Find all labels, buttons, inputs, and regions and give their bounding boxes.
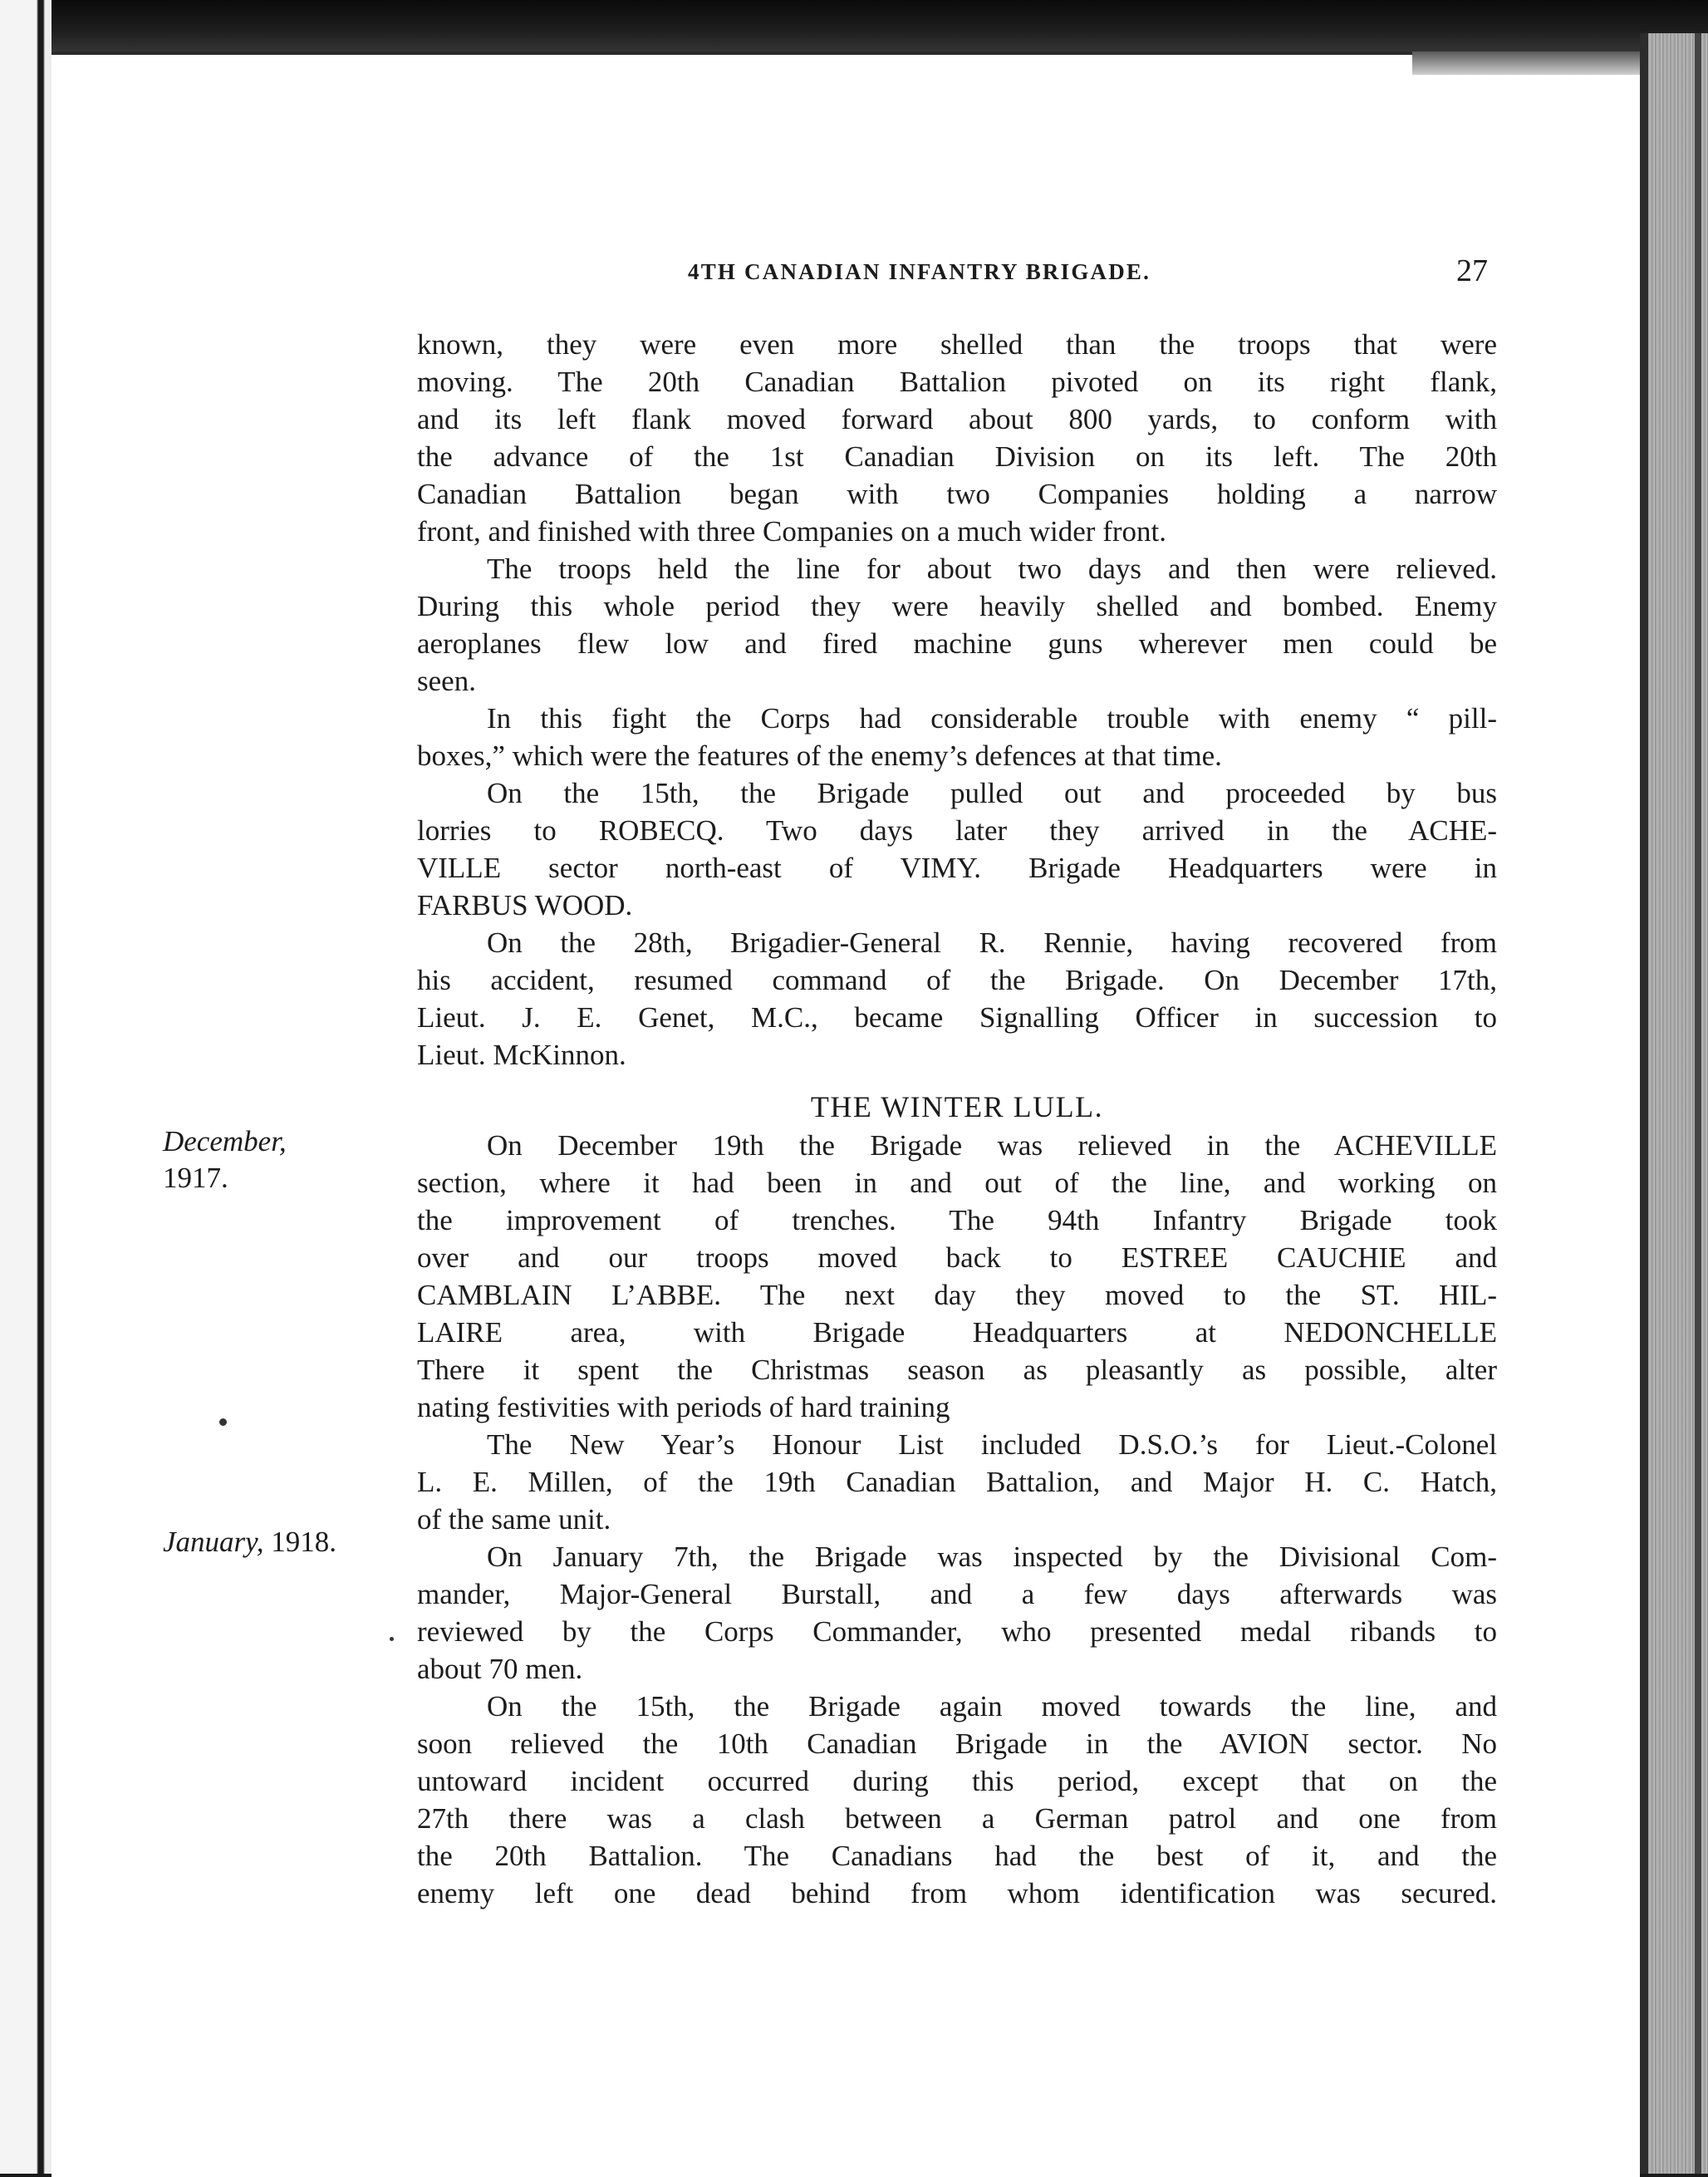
margin-note-month: January,	[163, 1526, 264, 1558]
text-line: The New Year’s Honour List included D.S.O.’s for Lieut.-Colonel	[487, 1428, 1497, 1461]
text-line: over and our troops moved back to ESTREE CAUCHIE and	[417, 1241, 1497, 1274]
ink-speck	[390, 1637, 394, 1641]
margin-note-december-1917	[163, 1123, 287, 1197]
text-line: There it spent the Christmas season as pleasantly as possible, alter	[417, 1354, 1497, 1386]
text-line: L. E. Millen, of the 19th Canadian Battalion, and Major H. C. Hatch,	[417, 1466, 1497, 1498]
text-line: In this fight the Corps had considerable trouble with enemy “ pill-	[487, 702, 1497, 735]
text-line: aeroplanes flew low and fired machine guns wherever men could be	[417, 627, 1497, 660]
text-line: mander, Major-General Burstall, and a few days afterwards was	[417, 1578, 1497, 1610]
text-line: boxes,” which were the features of the enemy’s defences at that time.	[417, 740, 1222, 772]
scan-top-shadow	[0, 0, 1708, 58]
text-line: Lieut. J. E. Genet, M.C., became Signalling Officer in succession to	[417, 1001, 1497, 1034]
text-line: front, and finished with three Companies on a much wider front.	[417, 515, 1167, 548]
text-line: FARBUS WOOD.	[417, 889, 633, 921]
text-line: VILLE sector north-east of VIMY. Brigade Headquarters were in	[417, 852, 1497, 884]
text-line: known, they were even more shelled than the troops that were	[417, 328, 1497, 361]
text-line: The troops held the line for about two days and then were relieved.	[487, 553, 1497, 585]
text-line: his accident, resumed command of the Brigade. On December 17th,	[417, 964, 1497, 996]
book-spine	[0, 0, 52, 2174]
text-line: On the 15th, the Brigade again moved towards the line, and	[487, 1690, 1497, 1722]
margin-note-january-1918	[163, 1524, 336, 1560]
text-line: On the 15th, the Brigade pulled out and proceeded by bus	[487, 777, 1497, 809]
page-number: 27	[1456, 253, 1488, 288]
text-line: seen.	[417, 665, 476, 697]
text-line: the 20th Battalion. The Canadians had the best of it, and the	[417, 1840, 1497, 1872]
section-heading: THE WINTER LULL.	[810, 1090, 1104, 1123]
body-text	[417, 326, 1497, 1912]
text-line: enemy left one dead behind from whom identification was secured.	[417, 1877, 1497, 1909]
page-corner-shadow	[1412, 52, 1640, 75]
text-line: 27th there was a clash between a German patrol and one from	[417, 1802, 1497, 1835]
margin-note-year: 1918.	[271, 1526, 337, 1558]
text-line: of the same unit.	[417, 1503, 611, 1536]
text-line: On December 19th the Brigade was relieved in the ACHEVILLE	[487, 1129, 1497, 1162]
text-line: untoward incident occurred during this period, except that on the	[417, 1765, 1497, 1797]
text-line: Lieut. McKinnon.	[417, 1039, 626, 1071]
text-line: moving. The 20th Canadian Battalion pivoted on its right flank,	[417, 366, 1497, 398]
text-line: On the 28th, Brigadier-General R. Rennie, having recovered from	[487, 926, 1497, 959]
text-line: CAMBLAIN L’ABBE. The next day they moved to the ST. HIL-	[417, 1279, 1497, 1311]
text-line: soon relieved the 10th Canadian Brigade in the AVION sector. No	[417, 1727, 1497, 1760]
text-line: reviewed by the Corps Commander, who presented medal ribands to	[417, 1615, 1497, 1648]
margin-note-year: 1917.	[163, 1162, 228, 1194]
margin-note-month: December,	[163, 1125, 287, 1157]
text-line: During this whole period they were heavily shelled and bombed. Enemy	[417, 590, 1497, 622]
text-line: On January 7th, the Brigade was inspected by the Divisional Com-	[487, 1541, 1497, 1573]
running-title: 4TH CANADIAN INFANTRY BRIGADE.	[688, 259, 1151, 284]
text-line: lorries to ROBECQ. Two days later they arrived in the ACHE-	[417, 814, 1497, 847]
text-line: about 70 men.	[417, 1653, 583, 1685]
text-line: nating festivities with periods of hard training	[417, 1391, 950, 1423]
text-line: Canadian Battalion began with two Companies holding a narrow	[417, 478, 1497, 510]
text-line: and its left flank moved forward about 800 yards, to conform with	[417, 403, 1497, 435]
text-line: the improvement of trenches. The 94th Infantry Brigade took	[417, 1204, 1497, 1236]
ink-speck	[219, 1418, 227, 1426]
text-line: LAIRE area, with Brigade Headquarters at NEDONCHELLE	[417, 1316, 1497, 1349]
text-line: the advance of the 1st Canadian Division on its left. The 20th	[417, 440, 1497, 473]
book-cover-edge	[1640, 33, 1708, 2174]
text-line: section, where it had been in and out of the line, and working on	[417, 1167, 1497, 1199]
